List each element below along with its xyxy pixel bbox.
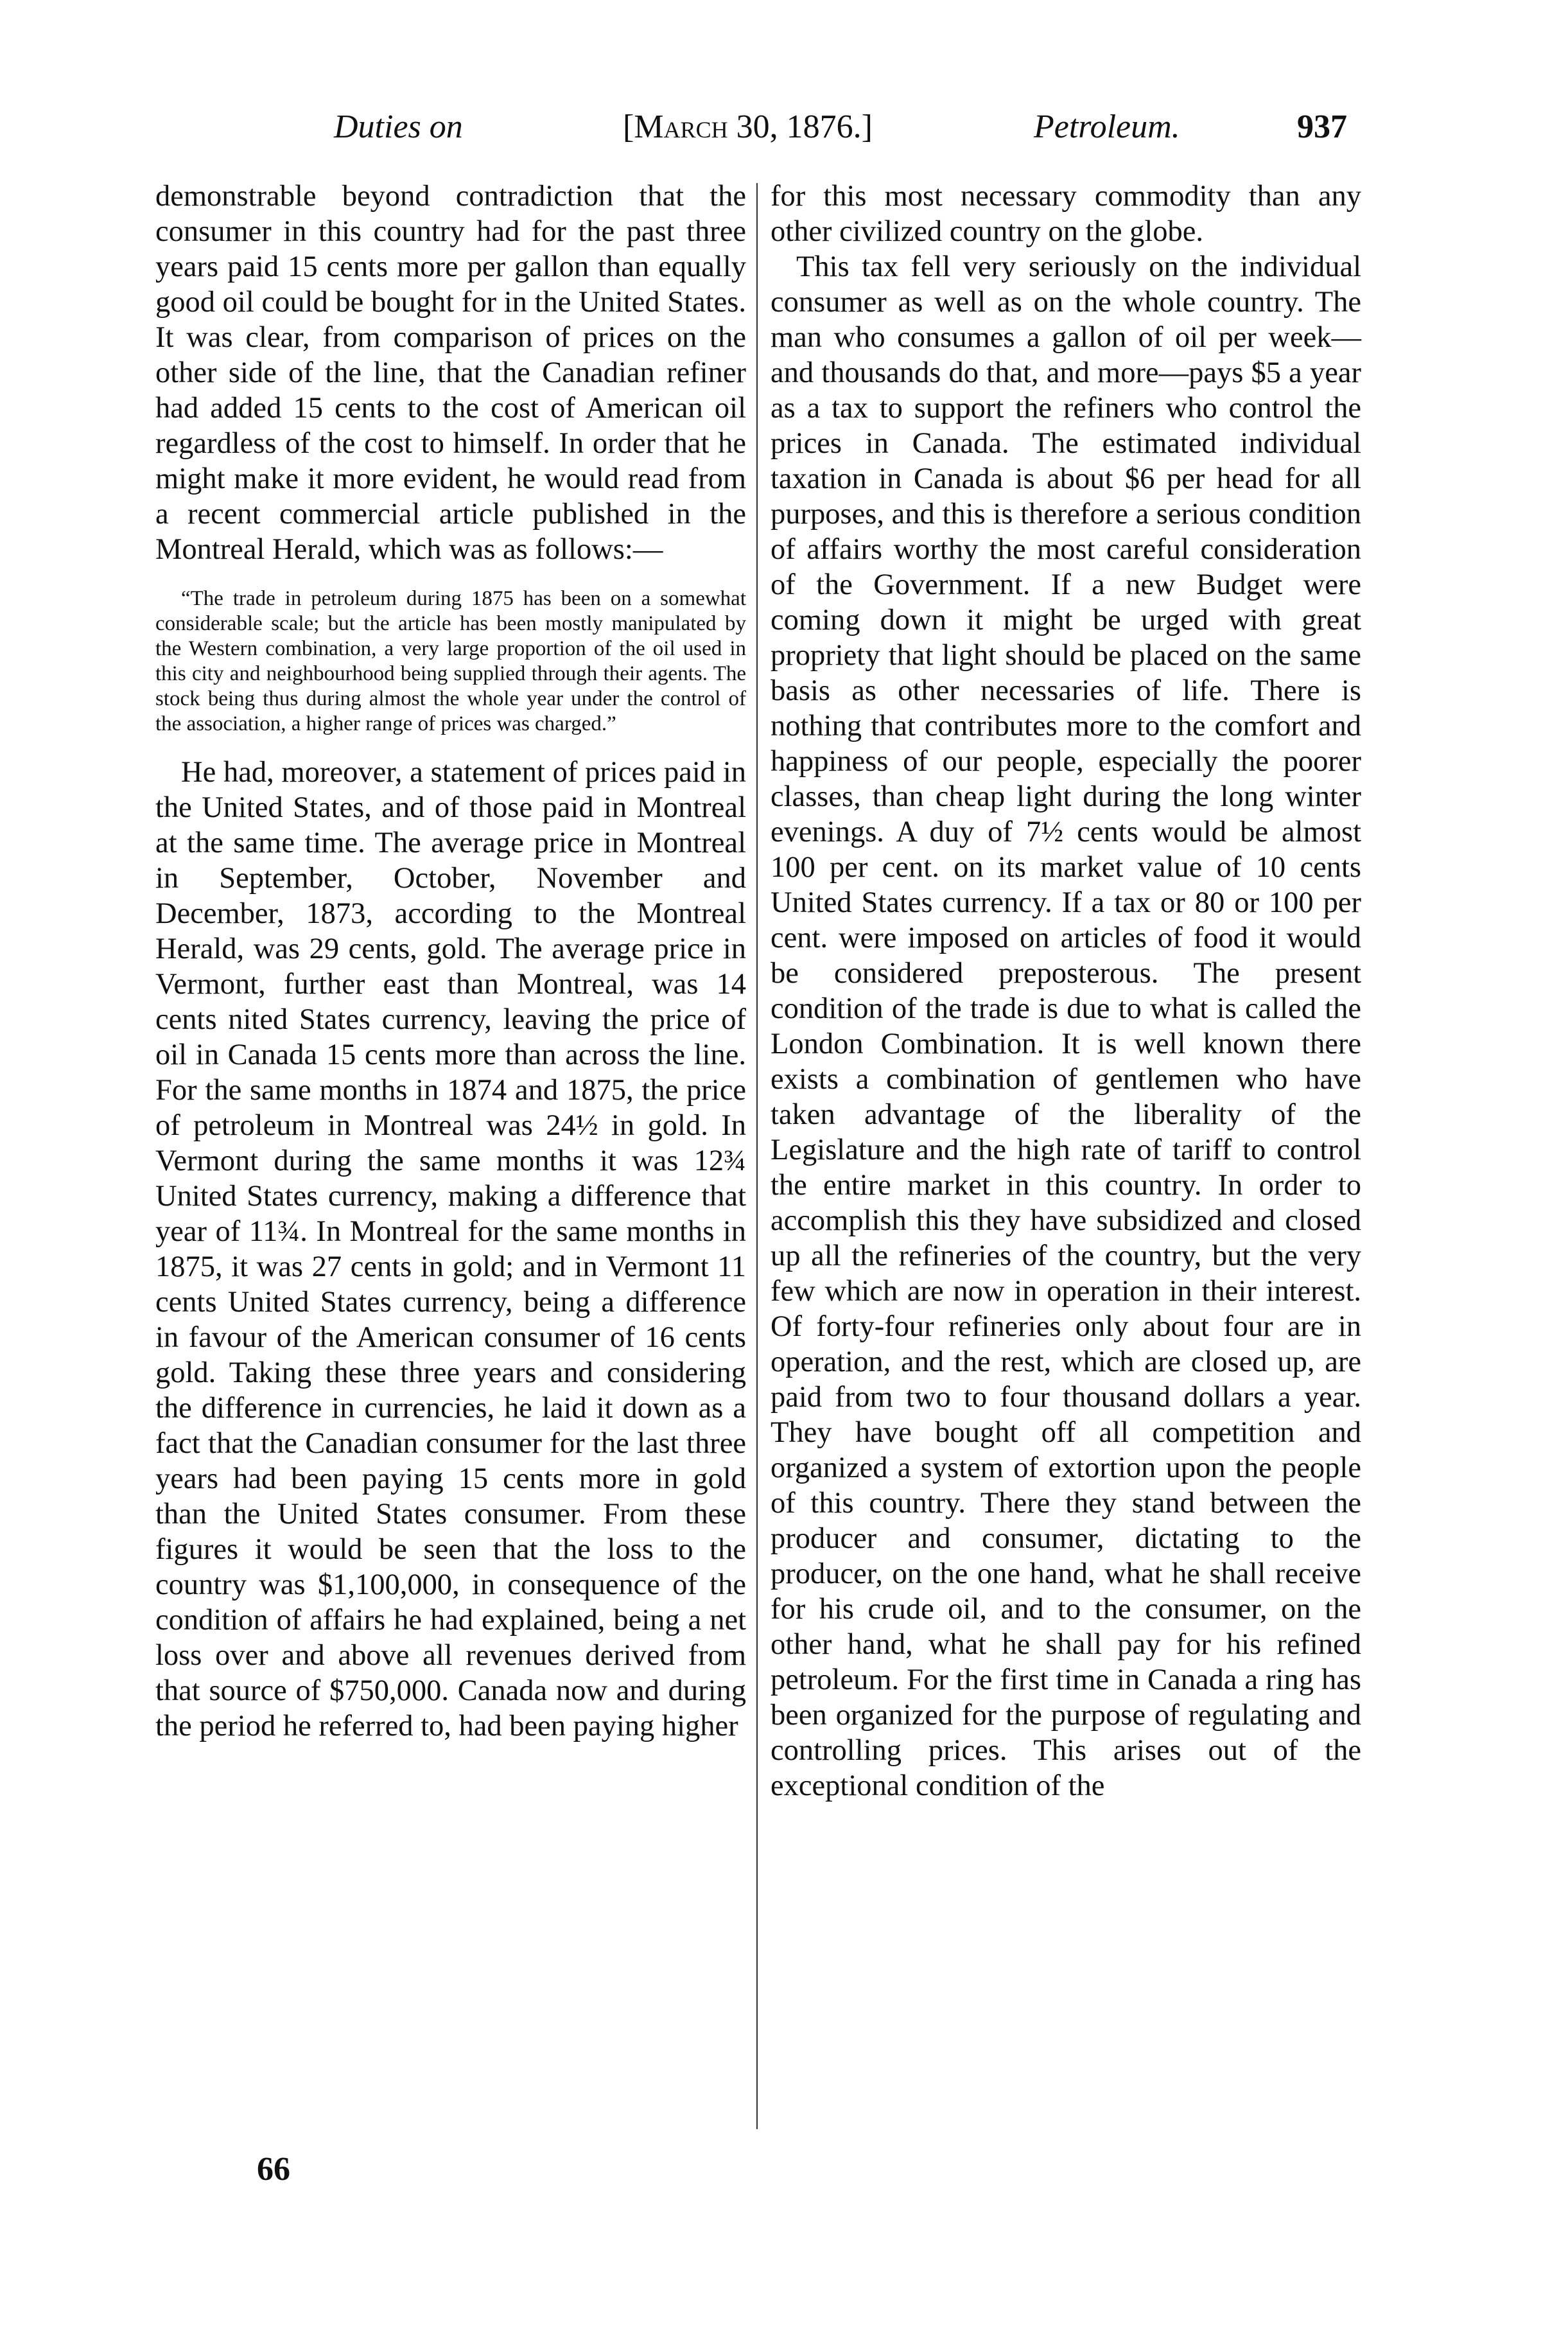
column-divider bbox=[756, 183, 758, 2129]
left-paragraph-1: demonstrable beyond contradiction that the consumer in this country had for the past three years paid 15 cents more per gallon than equally good oil could be bought for in the United States. It was clear, from comparison of prices on the other side of the line, that the Canadian refiner had added 15 cents to the cost of American oil regardless of the cost to himself. In order that he might make it more evident, he would read from a recent commercial article published in the Montreal Herald, which was as follows:— bbox=[155, 180, 746, 566]
header-date-month: arch bbox=[663, 109, 728, 145]
header-date bbox=[623, 108, 873, 146]
right-column bbox=[771, 179, 1361, 1803]
header-date-prefix: [M bbox=[623, 109, 664, 145]
right-paragraph-2: This tax fell very seriously on the individual consumer as well as on the whole country. The man who consumes a gallon of oil per week—and thousands do that, and more—pays $5 a year as a tax to support the refiners who control the prices in Canada. The estimated individual taxation in Canada is about $6 per head for all purposes, and this is therefore a serious condition of affairs worthy the most careful consideration of the Government. If a new Budget were coming down it might be urged with great propriety that light should be placed on the same basis as other necessaries of life. There is nothing that contributes more to the comfort and happiness of our people, especially the poorer classes, than cheap light during the long winter evenings. A duy of 7½ cents would be almost 100 per cent. on its market value of 10 cents United States currency. If a tax or 80 or 100 per cent. were imposed on articles of food it would be considered preposterous. The present condition of the trade is due to what is called the London Combination. It is well known there exists a combination of gentlemen who have taken advantage of the liberality of the Legislature and the high rate of tariff to control the entire market in this country. In order to accomplish this they have subsidized and closed up all the refineries of the country, but the very few which are now in operation in their interest. Of forty-four refineries only about four are in operation, and the rest, which are closed up, are paid from two to four thousand dollars a year. They have bought off all competition and organized a system of extortion upon the people of this country. There they stand between the producer and consumer, dictating to the producer, on the one hand, what he shall receive for his crude oil, and to the consumer, on the other hand, what he shall pay for his refined petroleum. For the first time in Canada a ring has been organized for the purpose of regulating and controlling prices. This arises out of the exceptional condition of the bbox=[771, 250, 1361, 1802]
right-paragraph-1: for this most necessary commodity than any other civilized country on the globe. bbox=[771, 180, 1361, 248]
left-column bbox=[155, 179, 746, 1744]
header-date-suffix: 30, 1876.] bbox=[727, 109, 873, 145]
signature-mark: 66 bbox=[257, 2151, 290, 2188]
header-right-title: Petroleum. bbox=[1034, 109, 1180, 145]
header-left-title: Duties on bbox=[334, 109, 463, 145]
left-paragraph-2: He had, moreover, a statement of prices paid in the United States, and of those paid in Montreal at the same time. The average price in Montreal in September, October, November and December, 1873, according to the Montreal Herald, was 29 cents, gold. The average price in Vermont, further east than Montreal, was 14 cents nited States currency, leaving the price of oil in Canada 15 cents more than across the line. For the same months in 1874 and 1875, the price of petroleum in Montreal was 24½ in gold. In Vermont during the same months it was 12¾ United States currency, making a difference that year of 11¾. In Montreal for the same months in 1875, it was 27 cents in gold; and in Vermont 11 cents United States currency, being a difference in favour of the American consumer of 16 cents gold. Taking these three years and considering the difference in currencies, he laid it down as a fact that the Canadian consumer for the last three years had been paying 15 cents more in gold than the United States consumer. From these figures it would be seen that the loss to the country was $1,100,000, in consequence of the condition of affairs he had explained, being a net loss over and above all revenues derived from that source of $750,000. Canada now and during the period he referred to, had been paying higher bbox=[155, 756, 746, 1742]
running-header bbox=[161, 108, 1387, 159]
block-quote: “The trade in petroleum during 1875 has been on a somewhat considerable scale; but the article has been mostly manipulated by the Western combination, a very large proportion of the oil used in this city and neighbourhood being supplied through their agents. The stock being thus during almost the whole year under the control of the association, a higher range of prices was charged.” bbox=[155, 587, 746, 735]
page-number: 937 bbox=[1297, 109, 1347, 145]
